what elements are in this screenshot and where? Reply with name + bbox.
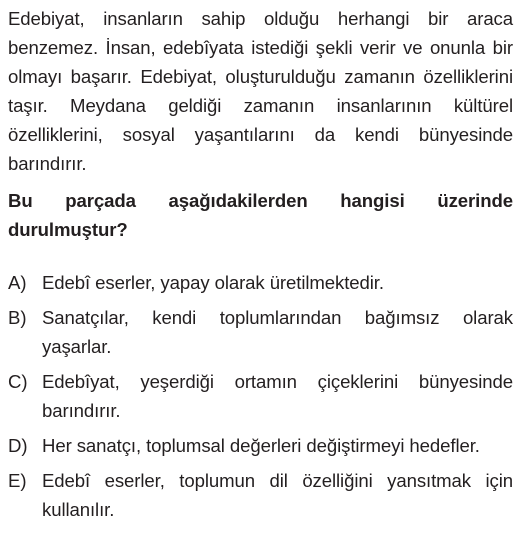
answer-option-c[interactable] bbox=[8, 367, 513, 425]
question-stem: Bu parçada aşağıdakilerden hangisi üzerinde durulmuştur? bbox=[8, 190, 513, 240]
answer-option-e[interactable] bbox=[8, 466, 513, 524]
option-letter: A) bbox=[8, 272, 27, 293]
answer-options bbox=[8, 268, 513, 530]
option-letter: B) bbox=[8, 307, 27, 328]
question-page bbox=[8, 4, 513, 244]
option-text: Edebîyat, yeşerdiği ortamın çiçeklerini bünyesinde barındırır. bbox=[42, 371, 513, 421]
option-text: Edebî eserler, yapay olarak üretilmektedir. bbox=[42, 272, 384, 293]
option-letter: E) bbox=[8, 470, 27, 491]
reading-passage: Edebiyat, insanların sahip olduğu herhangi bir araca benzemez. İnsan, edebîyata istediği şekli verir ve onunla bir olmayı başarır. Edebiyat, oluşturulduğu zamanın özelliklerini taşır. Meydana geldiği zamanın insanlarının kültürel özelliklerini, sosyal yaşantılarını da kendi bünyesinde barındırır. bbox=[8, 8, 513, 174]
answer-option-b[interactable] bbox=[8, 303, 513, 361]
option-text: Edebî eserler, toplumun dil özelliğini yansıtmak için kullanılır. bbox=[42, 470, 513, 520]
answer-option-a[interactable] bbox=[8, 268, 513, 297]
option-letter: C) bbox=[8, 371, 28, 392]
option-text: Sanatçılar, kendi toplumlarından bağımsız olarak yaşarlar. bbox=[42, 307, 513, 357]
option-letter: D) bbox=[8, 435, 28, 456]
option-text: Her sanatçı, toplumsal değerleri değiştirmeyi hedefler. bbox=[42, 435, 480, 456]
answer-option-d[interactable] bbox=[8, 431, 513, 460]
